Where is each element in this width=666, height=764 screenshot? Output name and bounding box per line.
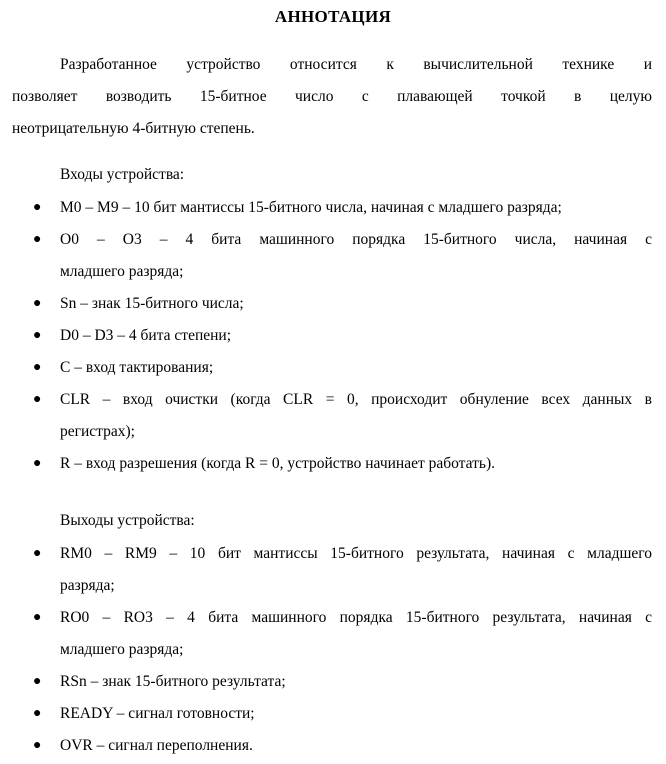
input-item-text <box>60 448 652 480</box>
input-item <box>12 352 652 384</box>
output-item-text <box>60 666 652 698</box>
bullet-icon: ● <box>33 296 42 311</box>
input-item <box>12 320 652 352</box>
intro-line: позволяет возводить 15-битное число с плавающей точкой в целую <box>12 88 652 105</box>
document-title: АННОТАЦИЯ <box>274 7 392 26</box>
input-item <box>12 224 652 288</box>
input-item-line: Sn – знак 15-битного числа; <box>60 295 244 312</box>
output-item <box>12 730 652 762</box>
intro-line: неотрицательную 4-битную степень. <box>12 120 255 137</box>
output-item-line: разряда; <box>60 577 115 594</box>
input-item <box>12 288 652 320</box>
output-item-text <box>60 698 652 730</box>
bullet-icon: ● <box>33 546 42 561</box>
output-item <box>12 602 652 666</box>
output-item-text <box>60 602 652 666</box>
output-item <box>12 698 652 730</box>
input-item-text <box>60 288 652 320</box>
output-item-text <box>60 538 652 602</box>
bullet-icon: ● <box>33 360 42 375</box>
output-item-text <box>60 730 652 762</box>
input-item-line: O0 – O3 – 4 бита машинного порядка 15-битного числа, начиная с <box>60 231 652 248</box>
bullet-icon: ● <box>33 456 42 471</box>
output-item-line: RSn – знак 15-битного результата; <box>60 673 286 690</box>
bullet-icon: ● <box>33 610 42 625</box>
output-item-line: OVR – сигнал переполнения. <box>60 737 253 754</box>
bullet-icon: ● <box>33 738 42 753</box>
bullet-icon: ● <box>33 232 42 247</box>
bullet-icon: ● <box>33 706 42 721</box>
intro-paragraph <box>12 49 652 145</box>
output-item <box>12 538 652 602</box>
input-item <box>12 448 652 480</box>
input-item <box>12 384 652 448</box>
input-item-text <box>60 352 652 384</box>
input-item-text <box>60 192 652 224</box>
input-item-line: CLR – вход очистки (когда CLR = 0, происходит обнуление всех данных в <box>60 391 652 408</box>
input-item-line: D0 – D3 – 4 бита степени; <box>60 327 232 344</box>
inputs-heading: Входы устройства: <box>60 166 185 183</box>
output-item <box>12 666 652 698</box>
bullet-icon: ● <box>33 328 42 343</box>
output-item-line: RM0 – RM9 – 10 бит мантиссы 15-битного результата, начиная с младшего <box>60 545 652 562</box>
input-item <box>12 192 652 224</box>
outputs-heading: Выходы устройства: <box>60 512 195 529</box>
output-item-line: RO0 – RO3 – 4 бита машинного порядка 15-битного результата, начиная с <box>60 609 652 626</box>
input-item-text <box>60 320 652 352</box>
bullet-icon: ● <box>33 392 42 407</box>
input-item-line: регистрах); <box>60 423 135 440</box>
intro-line: Разработанное устройство относится к вычислительной технике и <box>60 56 652 73</box>
bullet-icon: ● <box>33 200 42 215</box>
output-item-line: READY – сигнал готовности; <box>60 705 255 722</box>
bullet-icon: ● <box>33 674 42 689</box>
input-item-text <box>60 224 652 288</box>
input-item-line: R – вход разрешения (когда R = 0, устройство начинает работать). <box>60 455 495 472</box>
input-item-line: C – вход тактирования; <box>60 359 214 376</box>
outputs-list <box>12 538 652 762</box>
inputs-list <box>12 192 652 480</box>
input-item-text <box>60 384 652 448</box>
input-item-line: M0 – M9 – 10 бит мантиссы 15-битного числа, начиная с младшего разряда; <box>60 199 562 216</box>
input-item-line: младшего разряда; <box>60 263 184 280</box>
output-item-line: младшего разряда; <box>60 641 184 658</box>
